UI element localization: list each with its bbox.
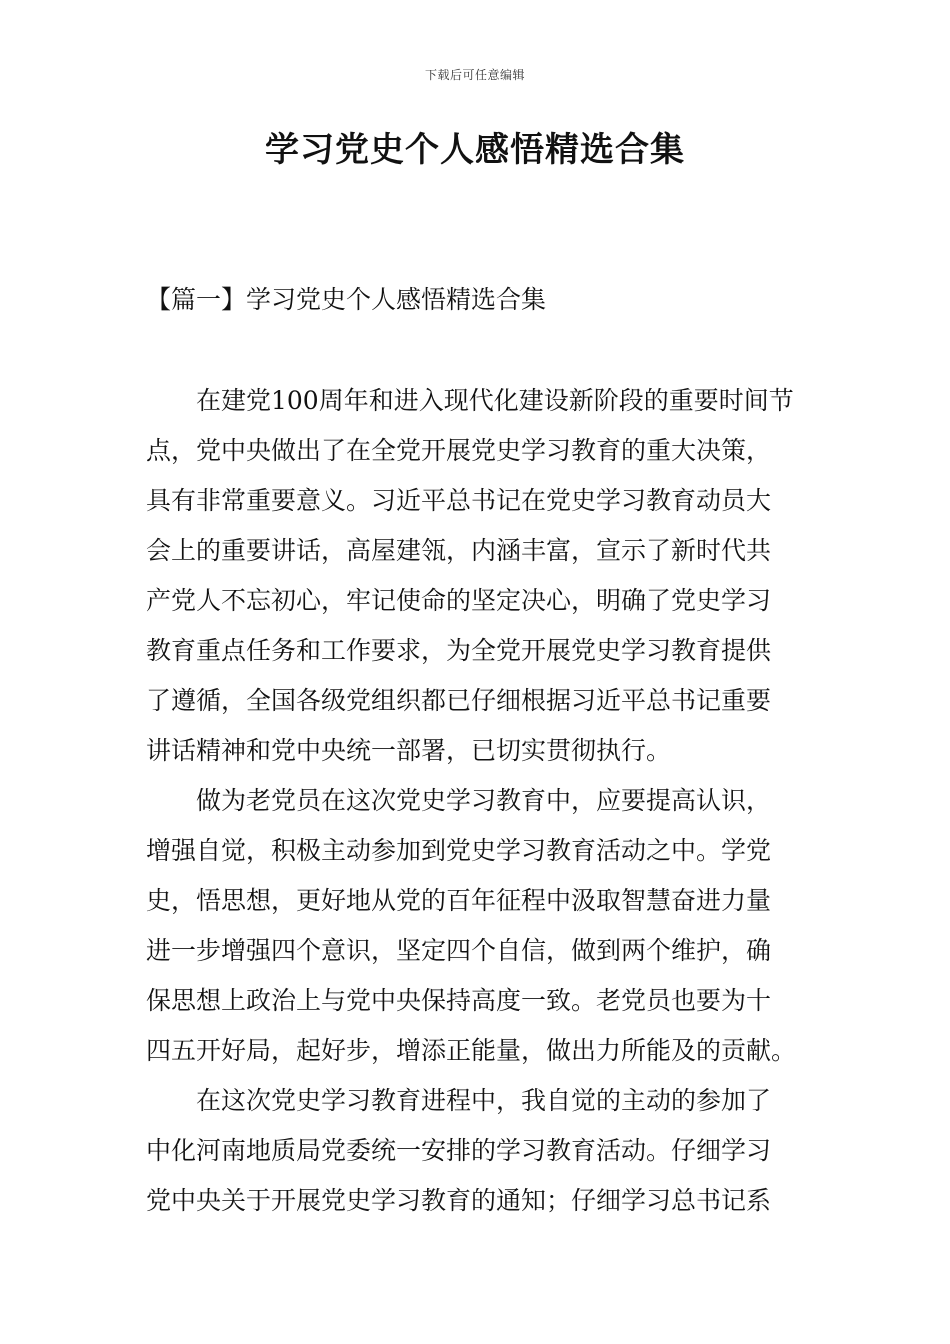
text-line: 会上的重要讲话，高屋建瓴，内涵丰富，宣示了新时代共 (146, 536, 772, 565)
text-line: 中化河南地质局党委统一安排的学习教育活动。仔细学习 (146, 1136, 772, 1165)
text-line: 史，悟思想，更好地从党的百年征程中汲取智慧奋进力量 (146, 886, 772, 915)
text-line: 做为老党员在这次党史学习教育中，应要提高认识， (146, 786, 772, 815)
text-line: 党中央关于开展党史学习教育的通知；仔细学习总书记系 (146, 1186, 772, 1215)
text-line: 在建党100周年和进入现代化建设新阶段的重要时间节 (146, 386, 794, 415)
text-line: 在这次党史学习教育进程中，我自觉的主动的参加了 (146, 1086, 772, 1115)
text-line: 增强自觉，积极主动参加到党史学习教育活动之中。学党 (146, 836, 772, 865)
text-line: 保思想上政治上与党中央保持高度一致。老党员也要为十 (146, 986, 772, 1015)
text-line: 进一步增强四个意识，坚定四个自信，做到两个维护，确 (146, 936, 772, 965)
text-line: 具有非常重要意义。习近平总书记在党史学习教育动员大 (146, 486, 772, 515)
body-text (146, 376, 808, 1226)
text-line: 教育重点任务和工作要求，为全党开展党史学习教育提供 (146, 636, 772, 665)
text-line: 了遵循，全国各级党组织都已仔细根据习近平总书记重要 (146, 686, 772, 715)
text-line: 四五开好局，起好步，增添正能量，做出力所能及的贡献。 (146, 1036, 797, 1065)
document-title: 学习党史个人感悟精选合集 (265, 130, 685, 170)
text-line: 点，党中央做出了在全党开展党史学习教育的重大决策， (146, 436, 772, 465)
text-line: 讲话精神和党中央统一部署，已切实贯彻执行。 (146, 736, 672, 765)
text-line: 产党人不忘初心，牢记使命的坚定决心，明确了党史学习 (146, 586, 772, 615)
header-note: 下载后可任意编辑 (424, 68, 525, 82)
section-heading: 【篇一】学习党史个人感悟精选合集 (146, 285, 547, 314)
